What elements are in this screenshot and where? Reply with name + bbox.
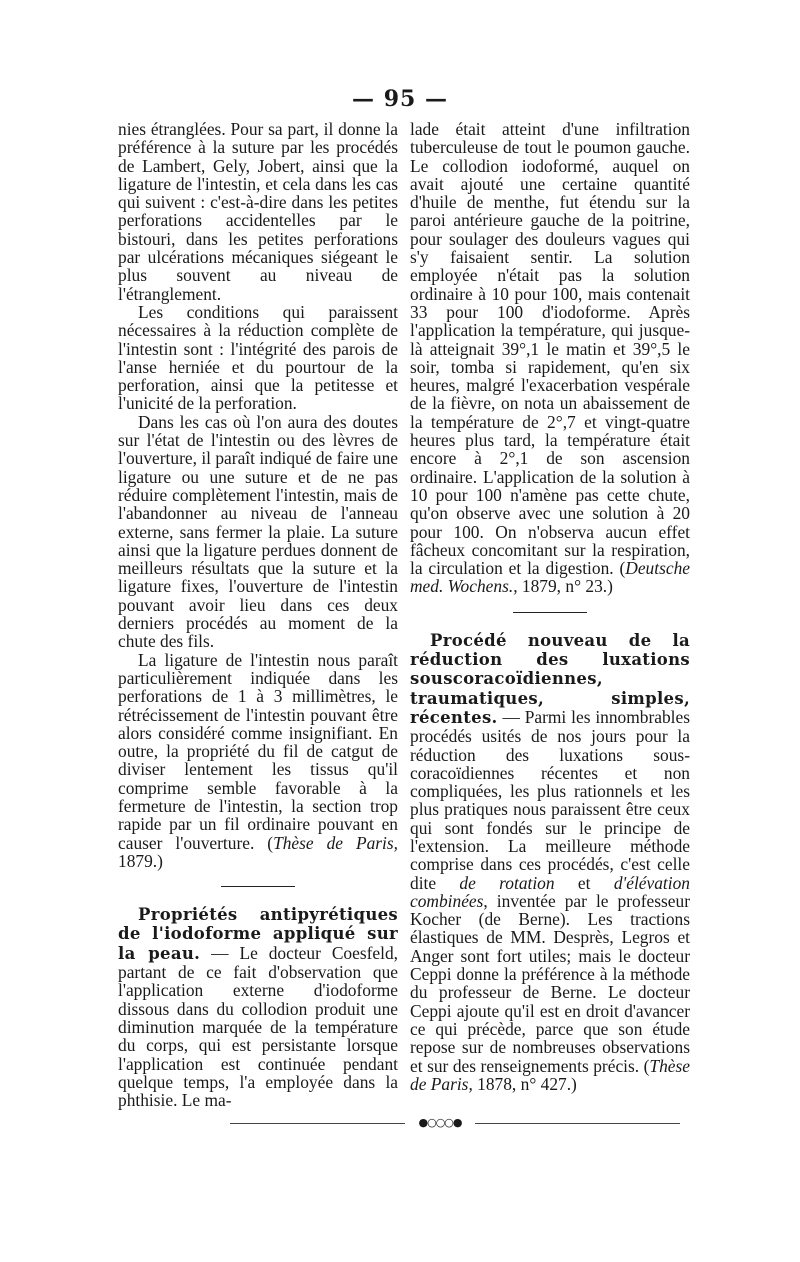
article [410, 631, 690, 1093]
paragraph: Les conditions qui paraissent nécessaires à la réduction complète de l'intestin sont : l'intégrité des parois de l'anse herniée et du pourtour de la perforation, ainsi que la petitesse et l'unicité de la perforation. [118, 301, 398, 414]
emphasis: de rotation [459, 872, 555, 893]
citation-end: 1879.) [118, 850, 163, 871]
citation-end: 1879, n° 23.) [517, 576, 613, 597]
right-column [410, 120, 690, 1093]
article-text: — Le docteur Coesfeld, partant de ce fait d'observation que l'application externe d'iodoforme dissous dans du collodion produit une diminution marquée de la température du corps, qui est persistante lorsque l'application est continuée pendant quelque temps, l'a employée dans la phthisie. Le ma- [118, 942, 398, 1111]
article-text: , inventée par le professeur Kocher (de Berne). Les tractions élastiques de MM. Desprès, Legros et Anger sont fort utiles; mais le docteur Ceppi donne la préférence à la méthode du professeur de Berne. Le docteur Ceppi ajoute qu'il est en droit d'avancer ce qui précède, parce que son étude repose sur de nombreuses observations et sur des renseignements précis. ( [410, 890, 690, 1076]
citation-end: 1878, n° 427.) [472, 1073, 577, 1094]
ornament-chain-icon: ●○○○● [418, 1116, 462, 1129]
paragraph: nies étranglées. Pour sa part, il donne la préférence à la suture par les procédés de Lambert, Gely, Jobert, ainsi que la ligature de l'intestin, et cela dans les cas qui suivent : c'est-à-dire dans les petites perforations accidentelles par le bistouri, dans les petites perforations par ulcérations mécaniques siégeant le plus souvent au niveau de l'étranglement. [118, 119, 398, 304]
article-title: Propriétés antipyrétiques de l'iodoforme appliqué sur la peau. [118, 905, 398, 963]
citation: Deutsche med. Wochens., [410, 558, 690, 597]
ornament-line-left [230, 1123, 405, 1124]
paragraph: Dans les cas où l'on aura des doutes sur l'état de l'intestin ou des lèvres de l'ouverture, il paraît indiqué de faire une ligature ou une suture et de ne pas réduire complètement l'intestin, mais de l'abandonner au niveau de l'anneau externe, sans fermer la plaie. La suture ainsi que la ligature perdues donnent de meilleurs résultats que la suture et la ligature fixes, l'ouverture de l'intestin pouvant avoir lieu dans ces deux derniers procédés au moment de la chute des fils. [118, 411, 398, 652]
section-divider [513, 612, 587, 613]
paragraph-text: La ligature de l'intestin nous paraît particulièrement indiquée dans les perforations de 1 à 3 millimètres, le rétrécissement de l'intestin pouvant être alors considéré comme insignifiant. En outre, la propriété du fil de catgut de diviser lentement les tissus qu'il comprime semble favorable à la fermeture de l'intestin, la section trop rapide par un fil ordinaire pouvant en causer l'ouverture. ( [118, 649, 398, 853]
article-text: et [554, 872, 614, 893]
left-column [118, 120, 398, 1109]
paragraph [118, 651, 398, 871]
page-number: — 95 — [352, 86, 448, 112]
paragraph-text: lade était atteint d'une infiltration tuberculeuse de tout le poumon gauche. Le collodion iodoformé, auquel on avait ajouté une certaine quantité d'huile de menthe, fut étendu sur la paroi antérieure gauche de la poitrine, pour soulager des douleurs vagues qui s'y faisaient sentir. La solution employée n'était pas la solution ordinaire à 10 pour 100, mais contenait 33 pour 100 d'iodoforme. Après l'application la température, qui jusque-là atteignait 39°,1 le matin et 39°,5 le soir, tomba si rapidement, qu'en six heures, malgré l'exacerbation vespérale de la fièvre, on nota un abaissement de la température de 2°,7 et vingt-quatre heures plus tard, la température était encore à 2°,1 de son ascension ordinaire. L'application de la solution à 10 pour 100 n'amène pas cette chute, qu'on observe avec une solution à 20 pour 100. On n'observa aucun effet fâcheux concomitant sur la respiration, la circulation et la digestion. ( [410, 119, 690, 579]
section-divider [221, 886, 295, 887]
article-title: Procédé nouveau de la réduction des luxations souscoracoïdiennes, traumatiques, simples, récentes. [410, 630, 690, 727]
end-ornament [230, 1118, 680, 1130]
emphasis: d'élévation combinées [410, 872, 690, 911]
ornament-line-right [475, 1123, 680, 1124]
paragraph [410, 120, 690, 596]
article [118, 905, 398, 1109]
citation: Thèse de Paris, [410, 1055, 690, 1094]
citation: Thèse de Paris, [273, 832, 398, 853]
article-text: — Parmi les innombrables procédés usités de nos jours pour la réduction des luxations sous-coracoïdiennes récentes et non compliquées, les plus rationnels et les plus pratiques nous paraissent être ceux qui sont fondés sur le principe de l'extension. La meilleure méthode comprise dans ces procédés, c'est celle dite [410, 706, 690, 893]
